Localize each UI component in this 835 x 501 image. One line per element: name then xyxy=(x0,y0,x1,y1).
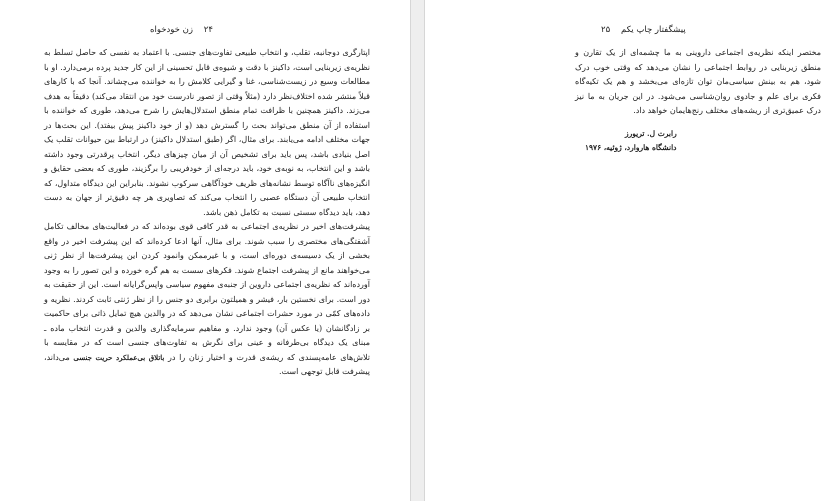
right-page-body xyxy=(575,46,821,119)
left-page xyxy=(0,0,411,501)
right-page-header-title: پیشگفتار چاپ یکم xyxy=(620,25,686,35)
inline-bold-phrase: باتلاق بی‌عملکرد حریت جنسی xyxy=(73,352,165,362)
left-page-number: ۲۴ xyxy=(203,25,213,35)
left-paragraph-2-text: پیشرفت‌های اخیر در نظریه‌ی اجتماعی به قدر کافی قوی بوده‌اند که در فعالیت‌های مخالف تکامل آشفتگی‌های مختصری را سبب شوند. برای مثال، آنها ادعا کرده‌اند که این پیشرفت اخیر در واقع بخشی از یک دسیسه‌ی دوره‌ای است، و با غیرممکن وانمود کردن این پیشرفت‌ها از نظر ژنی می‌خواهند مانع از پیشرفت اجتماع شوند. فکرهای سست به هم گره خورده و این تصور را به وجود آورده‌اند که نظریه‌ی اجتماعی داروین از جنبه‌ی مفهوم سیاسی واپس‌گرایانه است. این از حقیقت به دور است. برای نخستین بار، فیشر و همیلتون برابری دو جنس را از نظر ژنتی ثابت کردند. نظریه و داده‌های کمّی در مورد حشرات اجتماعی نشان می‌دهد که در والدین هیچ تمایل ذاتی برای حاکمیت بر زادگانشان (یا عکس آن) وجود ندارد. و مفاهیم سرمایه‌گذاری والدین و قدرت انتخاب ماده ـ مبنای یک دیدگاه بی‌طرفانه و عینی برای نگرش به تفاوت‌های جنسی است که در مقایسه با تلاش‌های عامه‌پسندی که ریشه‌ی قدرت و اختیار زنان را در xyxy=(44,222,370,362)
left-page-header-title: زن خودخواه xyxy=(150,25,193,35)
signature-name: رابرت ل. تریورز xyxy=(625,129,677,138)
left-paragraph-2-closing: می‌داند، پیشرفت قابل توجهی است. xyxy=(44,352,370,376)
left-paragraph-2 xyxy=(44,220,370,380)
right-page-header xyxy=(601,25,686,35)
left-paragraph-1: اپتارگری دوجانبه، تقلب، و انتخاب طبیعی تفاوت‌های جنسی. با اعتماد به نفسی که حاصل تسلط به نظریه‌ی زیربنایی است، داکینز با دقت و شیوه‌ی قابل تحسینی از این کار جدید پرده برمی‌دارد. او با مطالعات وسیع در زیست‌شناسی، غنا و گیرایی کلامش را به خواننده می‌چشاند. آنجا که با کارهای قبلاً منتشر شده اختلاف‌نظر دارد (مثلاً وقتی از تصور نادرست خود من انتقاد می‌کند) دقیقاً به هدف می‌زند. داکینز همچنین با ظرافت تمام منطق استدلال‌هایش را شرح می‌دهد، طوری که خواننده با استفاده از آن منطق می‌تواند بحث را گسترش دهد (و از خود داکینز پیش بیفتد). این بحث‌ها در جهات مختلف ادامه می‌یابند. برای مثال، اگر (طبق استدلال داکینز) در ارتباط بین حیوانات تقلب یک اصل بنیادی باشد، پس باید برای تشخیص آن از میان چیزهای دیگر، انتخاب پرقدرتی وجود داشته باشد و این انتخاب، به نوبه‌ی خود، باید درجه‌ای از خودفریبی را برگزیند، طوری که بعضی حقایق و انگیزه‌های ناآگاه توسط نشانه‌های ظریف خودآگاهی سرکوب نشوند. بنابراین این دیدگاه متداول، که انتخاب طبیعی آن دستگاه عصبی را انتخاب می‌کند که تصاویری هر چه دقیق‌تر از جهان به دست دهد، باید دیدگاه سستی نسبت به تکامل ذهن باشد. xyxy=(44,48,370,217)
right-page xyxy=(424,0,835,501)
signature-place: دانشگاه هاروارد، ژوئیه، ۱۹۷۶ xyxy=(585,143,677,152)
right-page-number: ۲۵ xyxy=(601,25,611,35)
right-paragraph: مختصر اینکه نظریه‌ی اجتماعی داروینی به ما چشمه‌ای از یک تقارن و منطق زیربنایی در روابط اجتماعی را نشان می‌دهد که وقتی خوب درک شود، هم به بینش سیاسی‌مان توان تازه‌ای می‌بخشد و هم یک تکیه‌گاه فکری برای علم و جادوی روان‌شناسی می‌شود. در این جریان به ما نیز درک عمیق‌تری از ریشه‌های مختلف رنج‌هایمان خواهد داد. xyxy=(575,48,821,115)
left-page-body xyxy=(44,46,370,380)
left-page-header xyxy=(150,25,213,35)
